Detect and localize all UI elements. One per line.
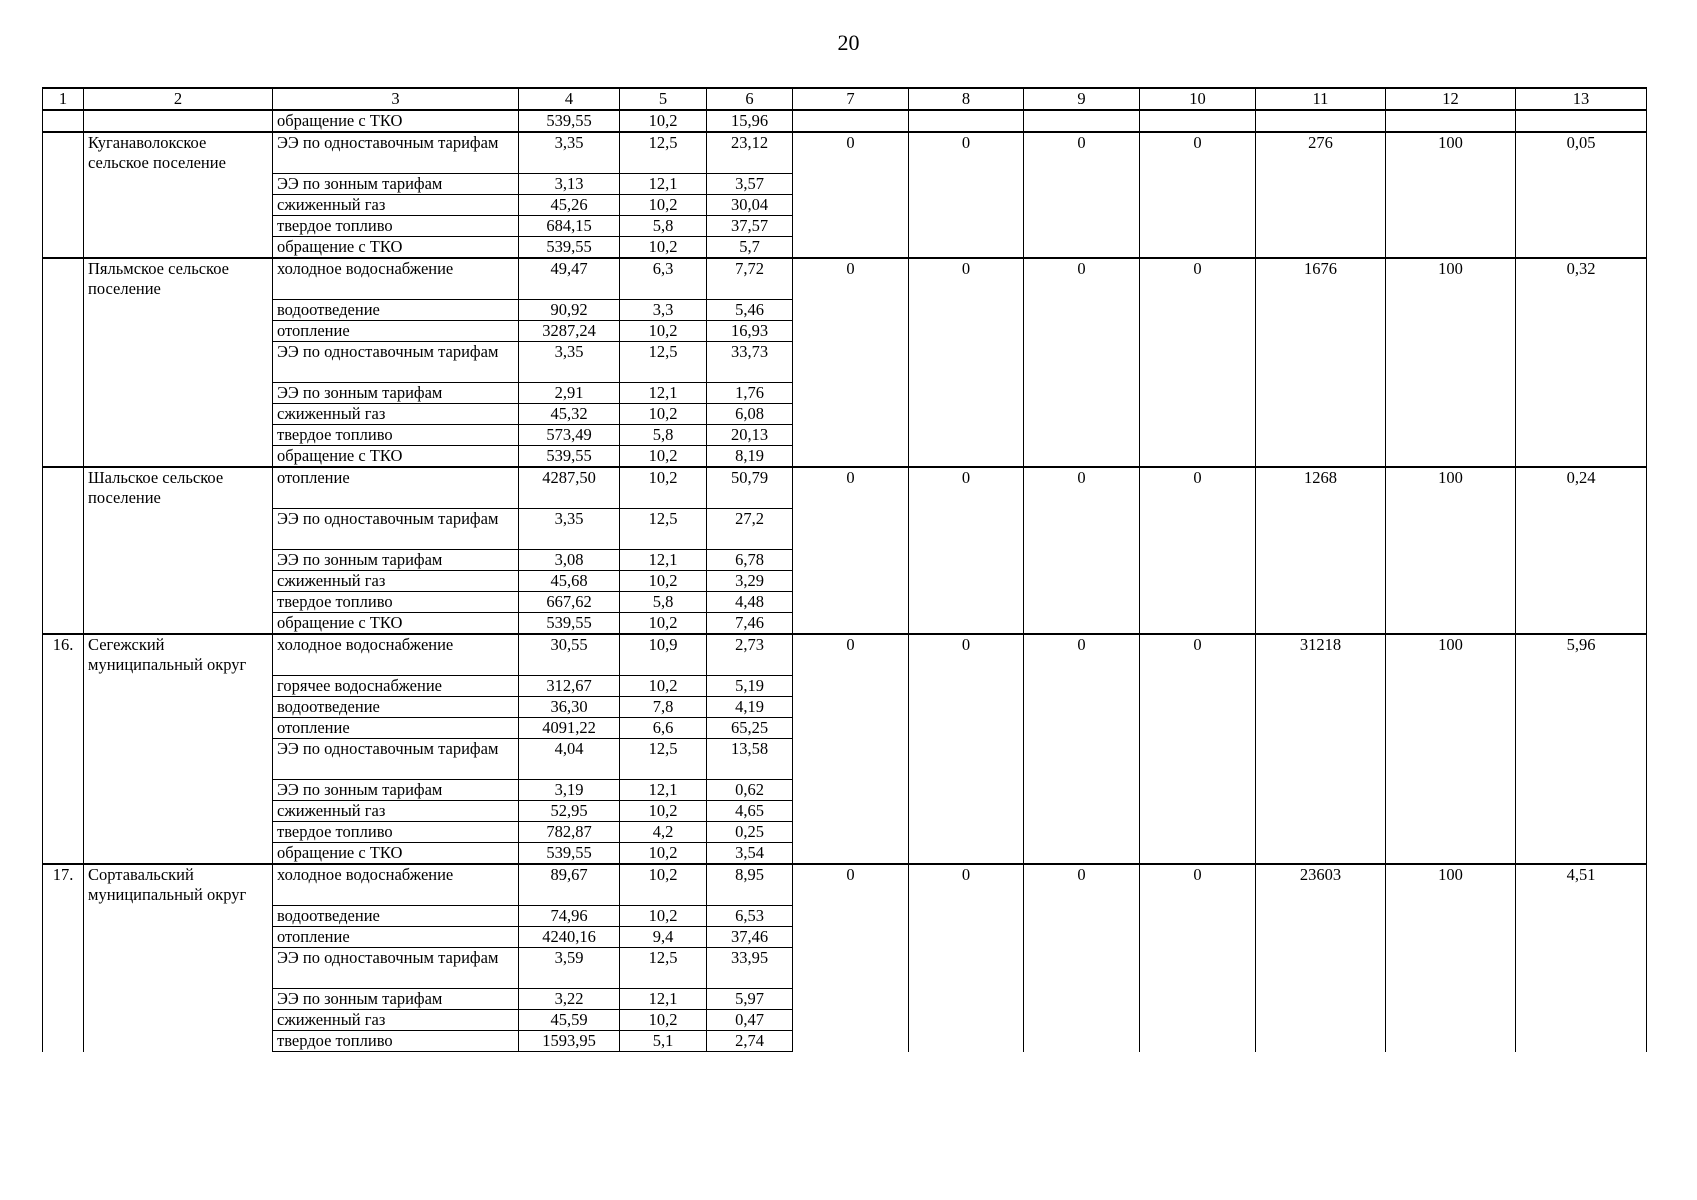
value-cell: 45,26 bbox=[519, 195, 620, 216]
value-cell: 1268 bbox=[1256, 467, 1386, 634]
value-cell: 0 bbox=[909, 634, 1024, 864]
value-cell: 31218 bbox=[1256, 634, 1386, 864]
value-cell: 0 bbox=[1140, 634, 1256, 864]
value-cell: 10,2 bbox=[620, 843, 707, 865]
column-number-header: 4 bbox=[519, 88, 620, 110]
column-number-header: 6 bbox=[707, 88, 793, 110]
value-cell bbox=[1516, 110, 1647, 132]
value-cell: 49,47 bbox=[519, 258, 620, 300]
service-cell: твердое топливо bbox=[273, 216, 519, 237]
value-cell: 10,2 bbox=[620, 864, 707, 906]
column-number-header: 7 bbox=[793, 88, 909, 110]
value-cell: 0 bbox=[909, 132, 1024, 258]
value-cell: 3,35 bbox=[519, 509, 620, 550]
value-cell: 7,8 bbox=[620, 697, 707, 718]
value-cell: 3,19 bbox=[519, 780, 620, 801]
value-cell: 10,2 bbox=[620, 676, 707, 697]
value-cell: 0 bbox=[1140, 258, 1256, 467]
value-cell: 4091,22 bbox=[519, 718, 620, 739]
value-cell: 0 bbox=[1140, 132, 1256, 258]
service-cell: ЭЭ по одноставочным тарифам bbox=[273, 948, 519, 989]
value-cell: 33,73 bbox=[707, 342, 793, 383]
value-cell: 45,59 bbox=[519, 1010, 620, 1031]
column-number-header: 12 bbox=[1386, 88, 1516, 110]
value-cell: 3,35 bbox=[519, 132, 620, 174]
value-cell: 0 bbox=[1024, 864, 1140, 1052]
table-body bbox=[43, 88, 1647, 1052]
value-cell: 4,51 bbox=[1516, 864, 1647, 1052]
service-cell: ЭЭ по зонным тарифам bbox=[273, 174, 519, 195]
value-cell: 3,57 bbox=[707, 174, 793, 195]
value-cell: 5,46 bbox=[707, 300, 793, 321]
value-cell bbox=[1024, 110, 1140, 132]
value-cell: 5,8 bbox=[620, 425, 707, 446]
value-cell: 90,92 bbox=[519, 300, 620, 321]
value-cell: 0 bbox=[1024, 467, 1140, 634]
column-number-header: 5 bbox=[620, 88, 707, 110]
value-cell bbox=[793, 110, 909, 132]
value-cell: 1593,95 bbox=[519, 1031, 620, 1052]
value-cell: 5,96 bbox=[1516, 634, 1647, 864]
tariff-table bbox=[42, 87, 1647, 1052]
service-cell: сжиженный газ bbox=[273, 404, 519, 425]
value-cell: 12,5 bbox=[620, 739, 707, 780]
column-number-header-row bbox=[43, 88, 1647, 110]
value-cell: 12,1 bbox=[620, 383, 707, 404]
value-cell: 10,2 bbox=[620, 467, 707, 509]
value-cell: 20,13 bbox=[707, 425, 793, 446]
value-cell: 10,2 bbox=[620, 446, 707, 468]
value-cell: 0 bbox=[909, 258, 1024, 467]
page-number: 20 bbox=[837, 30, 860, 55]
service-cell: обращение с ТКО bbox=[273, 843, 519, 865]
value-cell: 0 bbox=[1024, 634, 1140, 864]
table-row bbox=[43, 258, 1647, 300]
value-cell: 52,95 bbox=[519, 801, 620, 822]
service-cell: водоотведение bbox=[273, 906, 519, 927]
value-cell: 0,25 bbox=[707, 822, 793, 843]
value-cell: 100 bbox=[1386, 258, 1516, 467]
value-cell: 4287,50 bbox=[519, 467, 620, 509]
value-cell: 12,5 bbox=[620, 342, 707, 383]
value-cell: 4,19 bbox=[707, 697, 793, 718]
municipality-cell: Сегежский муниципальный округ bbox=[84, 634, 273, 864]
value-cell: 23603 bbox=[1256, 864, 1386, 1052]
value-cell: 8,19 bbox=[707, 446, 793, 468]
service-cell: водоотведение bbox=[273, 300, 519, 321]
value-cell: 667,62 bbox=[519, 592, 620, 613]
value-cell: 89,67 bbox=[519, 864, 620, 906]
value-cell: 6,08 bbox=[707, 404, 793, 425]
value-cell: 539,55 bbox=[519, 237, 620, 259]
value-cell: 30,55 bbox=[519, 634, 620, 676]
service-cell: сжиженный газ bbox=[273, 571, 519, 592]
value-cell: 312,67 bbox=[519, 676, 620, 697]
table-row bbox=[43, 634, 1647, 676]
service-cell: горячее водоснабжение bbox=[273, 676, 519, 697]
value-cell: 23,12 bbox=[707, 132, 793, 174]
service-cell: обращение с ТКО bbox=[273, 446, 519, 468]
service-cell: ЭЭ по зонным тарифам bbox=[273, 780, 519, 801]
value-cell: 45,68 bbox=[519, 571, 620, 592]
value-cell: 0 bbox=[793, 864, 909, 1052]
value-cell: 0 bbox=[1140, 864, 1256, 1052]
service-cell: сжиженный газ bbox=[273, 801, 519, 822]
value-cell: 5,8 bbox=[620, 216, 707, 237]
value-cell: 0 bbox=[793, 258, 909, 467]
value-cell: 36,30 bbox=[519, 697, 620, 718]
value-cell: 4,65 bbox=[707, 801, 793, 822]
value-cell: 10,2 bbox=[620, 906, 707, 927]
value-cell: 3,54 bbox=[707, 843, 793, 865]
value-cell: 3,08 bbox=[519, 550, 620, 571]
value-cell: 65,25 bbox=[707, 718, 793, 739]
value-cell: 74,96 bbox=[519, 906, 620, 927]
value-cell bbox=[1140, 110, 1256, 132]
value-cell: 573,49 bbox=[519, 425, 620, 446]
row-number-cell: 17. bbox=[43, 864, 84, 1052]
value-cell: 2,73 bbox=[707, 634, 793, 676]
value-cell: 7,46 bbox=[707, 613, 793, 635]
value-cell: 2,74 bbox=[707, 1031, 793, 1052]
value-cell: 8,95 bbox=[707, 864, 793, 906]
value-cell: 13,58 bbox=[707, 739, 793, 780]
service-cell: водоотведение bbox=[273, 697, 519, 718]
value-cell: 4,04 bbox=[519, 739, 620, 780]
value-cell: 5,1 bbox=[620, 1031, 707, 1052]
service-cell: твердое топливо bbox=[273, 822, 519, 843]
column-number-header: 13 bbox=[1516, 88, 1647, 110]
value-cell: 45,32 bbox=[519, 404, 620, 425]
value-cell: 50,79 bbox=[707, 467, 793, 509]
value-cell: 3,59 bbox=[519, 948, 620, 989]
column-number-header: 8 bbox=[909, 88, 1024, 110]
service-cell: холодное водоснабжение bbox=[273, 634, 519, 676]
value-cell: 10,2 bbox=[620, 195, 707, 216]
value-cell: 9,4 bbox=[620, 927, 707, 948]
value-cell: 0,32 bbox=[1516, 258, 1647, 467]
value-cell: 5,7 bbox=[707, 237, 793, 259]
service-cell: отопление bbox=[273, 718, 519, 739]
value-cell bbox=[1256, 110, 1386, 132]
row-number-cell bbox=[43, 467, 84, 634]
value-cell: 3,29 bbox=[707, 571, 793, 592]
service-cell: обращение с ТКО bbox=[273, 613, 519, 635]
value-cell: 0,24 bbox=[1516, 467, 1647, 634]
value-cell: 1676 bbox=[1256, 258, 1386, 467]
value-cell: 0 bbox=[793, 132, 909, 258]
value-cell: 37,57 bbox=[707, 216, 793, 237]
municipality-cell: Пяльмское сельское поселение bbox=[84, 258, 273, 467]
column-number-header: 10 bbox=[1140, 88, 1256, 110]
value-cell: 5,8 bbox=[620, 592, 707, 613]
row-number-cell bbox=[43, 110, 84, 132]
column-number-header: 3 bbox=[273, 88, 519, 110]
value-cell: 684,15 bbox=[519, 216, 620, 237]
service-cell: ЭЭ по зонным тарифам bbox=[273, 550, 519, 571]
value-cell: 5,19 bbox=[707, 676, 793, 697]
value-cell: 33,95 bbox=[707, 948, 793, 989]
value-cell: 539,55 bbox=[519, 110, 620, 132]
municipality-cell: Сортавальский муниципальный округ bbox=[84, 864, 273, 1052]
value-cell: 12,1 bbox=[620, 780, 707, 801]
value-cell: 12,5 bbox=[620, 948, 707, 989]
value-cell: 12,5 bbox=[620, 132, 707, 174]
service-cell: сжиженный газ bbox=[273, 1010, 519, 1031]
municipality-cell: Шальское сельское поселение bbox=[84, 467, 273, 634]
value-cell: 12,1 bbox=[620, 174, 707, 195]
value-cell: 539,55 bbox=[519, 843, 620, 865]
value-cell: 6,6 bbox=[620, 718, 707, 739]
value-cell: 12,1 bbox=[620, 989, 707, 1010]
service-cell: холодное водоснабжение bbox=[273, 864, 519, 906]
service-cell: ЭЭ по одноставочным тарифам bbox=[273, 342, 519, 383]
value-cell: 15,96 bbox=[707, 110, 793, 132]
municipality-cell bbox=[84, 110, 273, 132]
value-cell: 3,22 bbox=[519, 989, 620, 1010]
service-cell: отопление bbox=[273, 467, 519, 509]
value-cell: 2,91 bbox=[519, 383, 620, 404]
service-cell: ЭЭ по зонным тарифам bbox=[273, 989, 519, 1010]
column-number-header: 2 bbox=[84, 88, 273, 110]
service-cell: ЭЭ по одноставочным тарифам bbox=[273, 739, 519, 780]
service-cell: твердое топливо bbox=[273, 425, 519, 446]
service-cell: твердое топливо bbox=[273, 1031, 519, 1052]
column-number-header: 11 bbox=[1256, 88, 1386, 110]
table-row bbox=[43, 132, 1647, 174]
value-cell: 100 bbox=[1386, 634, 1516, 864]
service-cell: ЭЭ по зонным тарифам bbox=[273, 383, 519, 404]
value-cell: 3,35 bbox=[519, 342, 620, 383]
value-cell: 0 bbox=[1140, 467, 1256, 634]
value-cell: 27,2 bbox=[707, 509, 793, 550]
value-cell: 539,55 bbox=[519, 613, 620, 635]
value-cell: 16,93 bbox=[707, 321, 793, 342]
value-cell: 0,47 bbox=[707, 1010, 793, 1031]
value-cell: 4,48 bbox=[707, 592, 793, 613]
service-cell: отопление bbox=[273, 321, 519, 342]
row-number-cell bbox=[43, 258, 84, 467]
value-cell: 100 bbox=[1386, 864, 1516, 1052]
municipality-cell: Куганаволокское сельское поселение bbox=[84, 132, 273, 258]
value-cell: 0,05 bbox=[1516, 132, 1647, 258]
value-cell: 12,5 bbox=[620, 509, 707, 550]
continuation-row bbox=[43, 110, 1647, 132]
value-cell: 10,2 bbox=[620, 801, 707, 822]
value-cell: 100 bbox=[1386, 132, 1516, 258]
value-cell: 10,2 bbox=[620, 321, 707, 342]
table-row bbox=[43, 864, 1647, 906]
value-cell: 6,53 bbox=[707, 906, 793, 927]
value-cell: 100 bbox=[1386, 467, 1516, 634]
service-cell: твердое топливо bbox=[273, 592, 519, 613]
value-cell: 37,46 bbox=[707, 927, 793, 948]
value-cell: 10,2 bbox=[620, 571, 707, 592]
value-cell: 10,2 bbox=[620, 237, 707, 259]
value-cell: 0 bbox=[909, 467, 1024, 634]
service-cell: ЭЭ по одноставочным тарифам bbox=[273, 509, 519, 550]
value-cell: 3,13 bbox=[519, 174, 620, 195]
column-number-header: 9 bbox=[1024, 88, 1140, 110]
value-cell: 0 bbox=[793, 467, 909, 634]
column-number-header: 1 bbox=[43, 88, 84, 110]
row-number-cell: 16. bbox=[43, 634, 84, 864]
value-cell: 1,76 bbox=[707, 383, 793, 404]
value-cell: 10,2 bbox=[620, 1010, 707, 1031]
value-cell: 30,04 bbox=[707, 195, 793, 216]
service-cell: ЭЭ по одноставочным тарифам bbox=[273, 132, 519, 174]
value-cell: 3287,24 bbox=[519, 321, 620, 342]
value-cell: 782,87 bbox=[519, 822, 620, 843]
value-cell: 276 bbox=[1256, 132, 1386, 258]
table-row bbox=[43, 467, 1647, 509]
value-cell: 539,55 bbox=[519, 446, 620, 468]
value-cell bbox=[1386, 110, 1516, 132]
value-cell bbox=[909, 110, 1024, 132]
service-cell: сжиженный газ bbox=[273, 195, 519, 216]
service-cell: холодное водоснабжение bbox=[273, 258, 519, 300]
service-cell: отопление bbox=[273, 927, 519, 948]
value-cell: 10,2 bbox=[620, 404, 707, 425]
service-cell: обращение с ТКО bbox=[273, 110, 519, 132]
value-cell: 10,9 bbox=[620, 634, 707, 676]
value-cell: 3,3 bbox=[620, 300, 707, 321]
value-cell: 0 bbox=[1024, 132, 1140, 258]
value-cell: 10,2 bbox=[620, 613, 707, 635]
service-cell: обращение с ТКО bbox=[273, 237, 519, 259]
value-cell: 5,97 bbox=[707, 989, 793, 1010]
value-cell: 6,3 bbox=[620, 258, 707, 300]
row-number-cell bbox=[43, 132, 84, 258]
value-cell: 6,78 bbox=[707, 550, 793, 571]
value-cell: 0,62 bbox=[707, 780, 793, 801]
value-cell: 12,1 bbox=[620, 550, 707, 571]
value-cell: 10,2 bbox=[620, 110, 707, 132]
value-cell: 7,72 bbox=[707, 258, 793, 300]
value-cell: 0 bbox=[909, 864, 1024, 1052]
value-cell: 0 bbox=[1024, 258, 1140, 467]
value-cell: 4,2 bbox=[620, 822, 707, 843]
value-cell: 4240,16 bbox=[519, 927, 620, 948]
value-cell: 0 bbox=[793, 634, 909, 864]
